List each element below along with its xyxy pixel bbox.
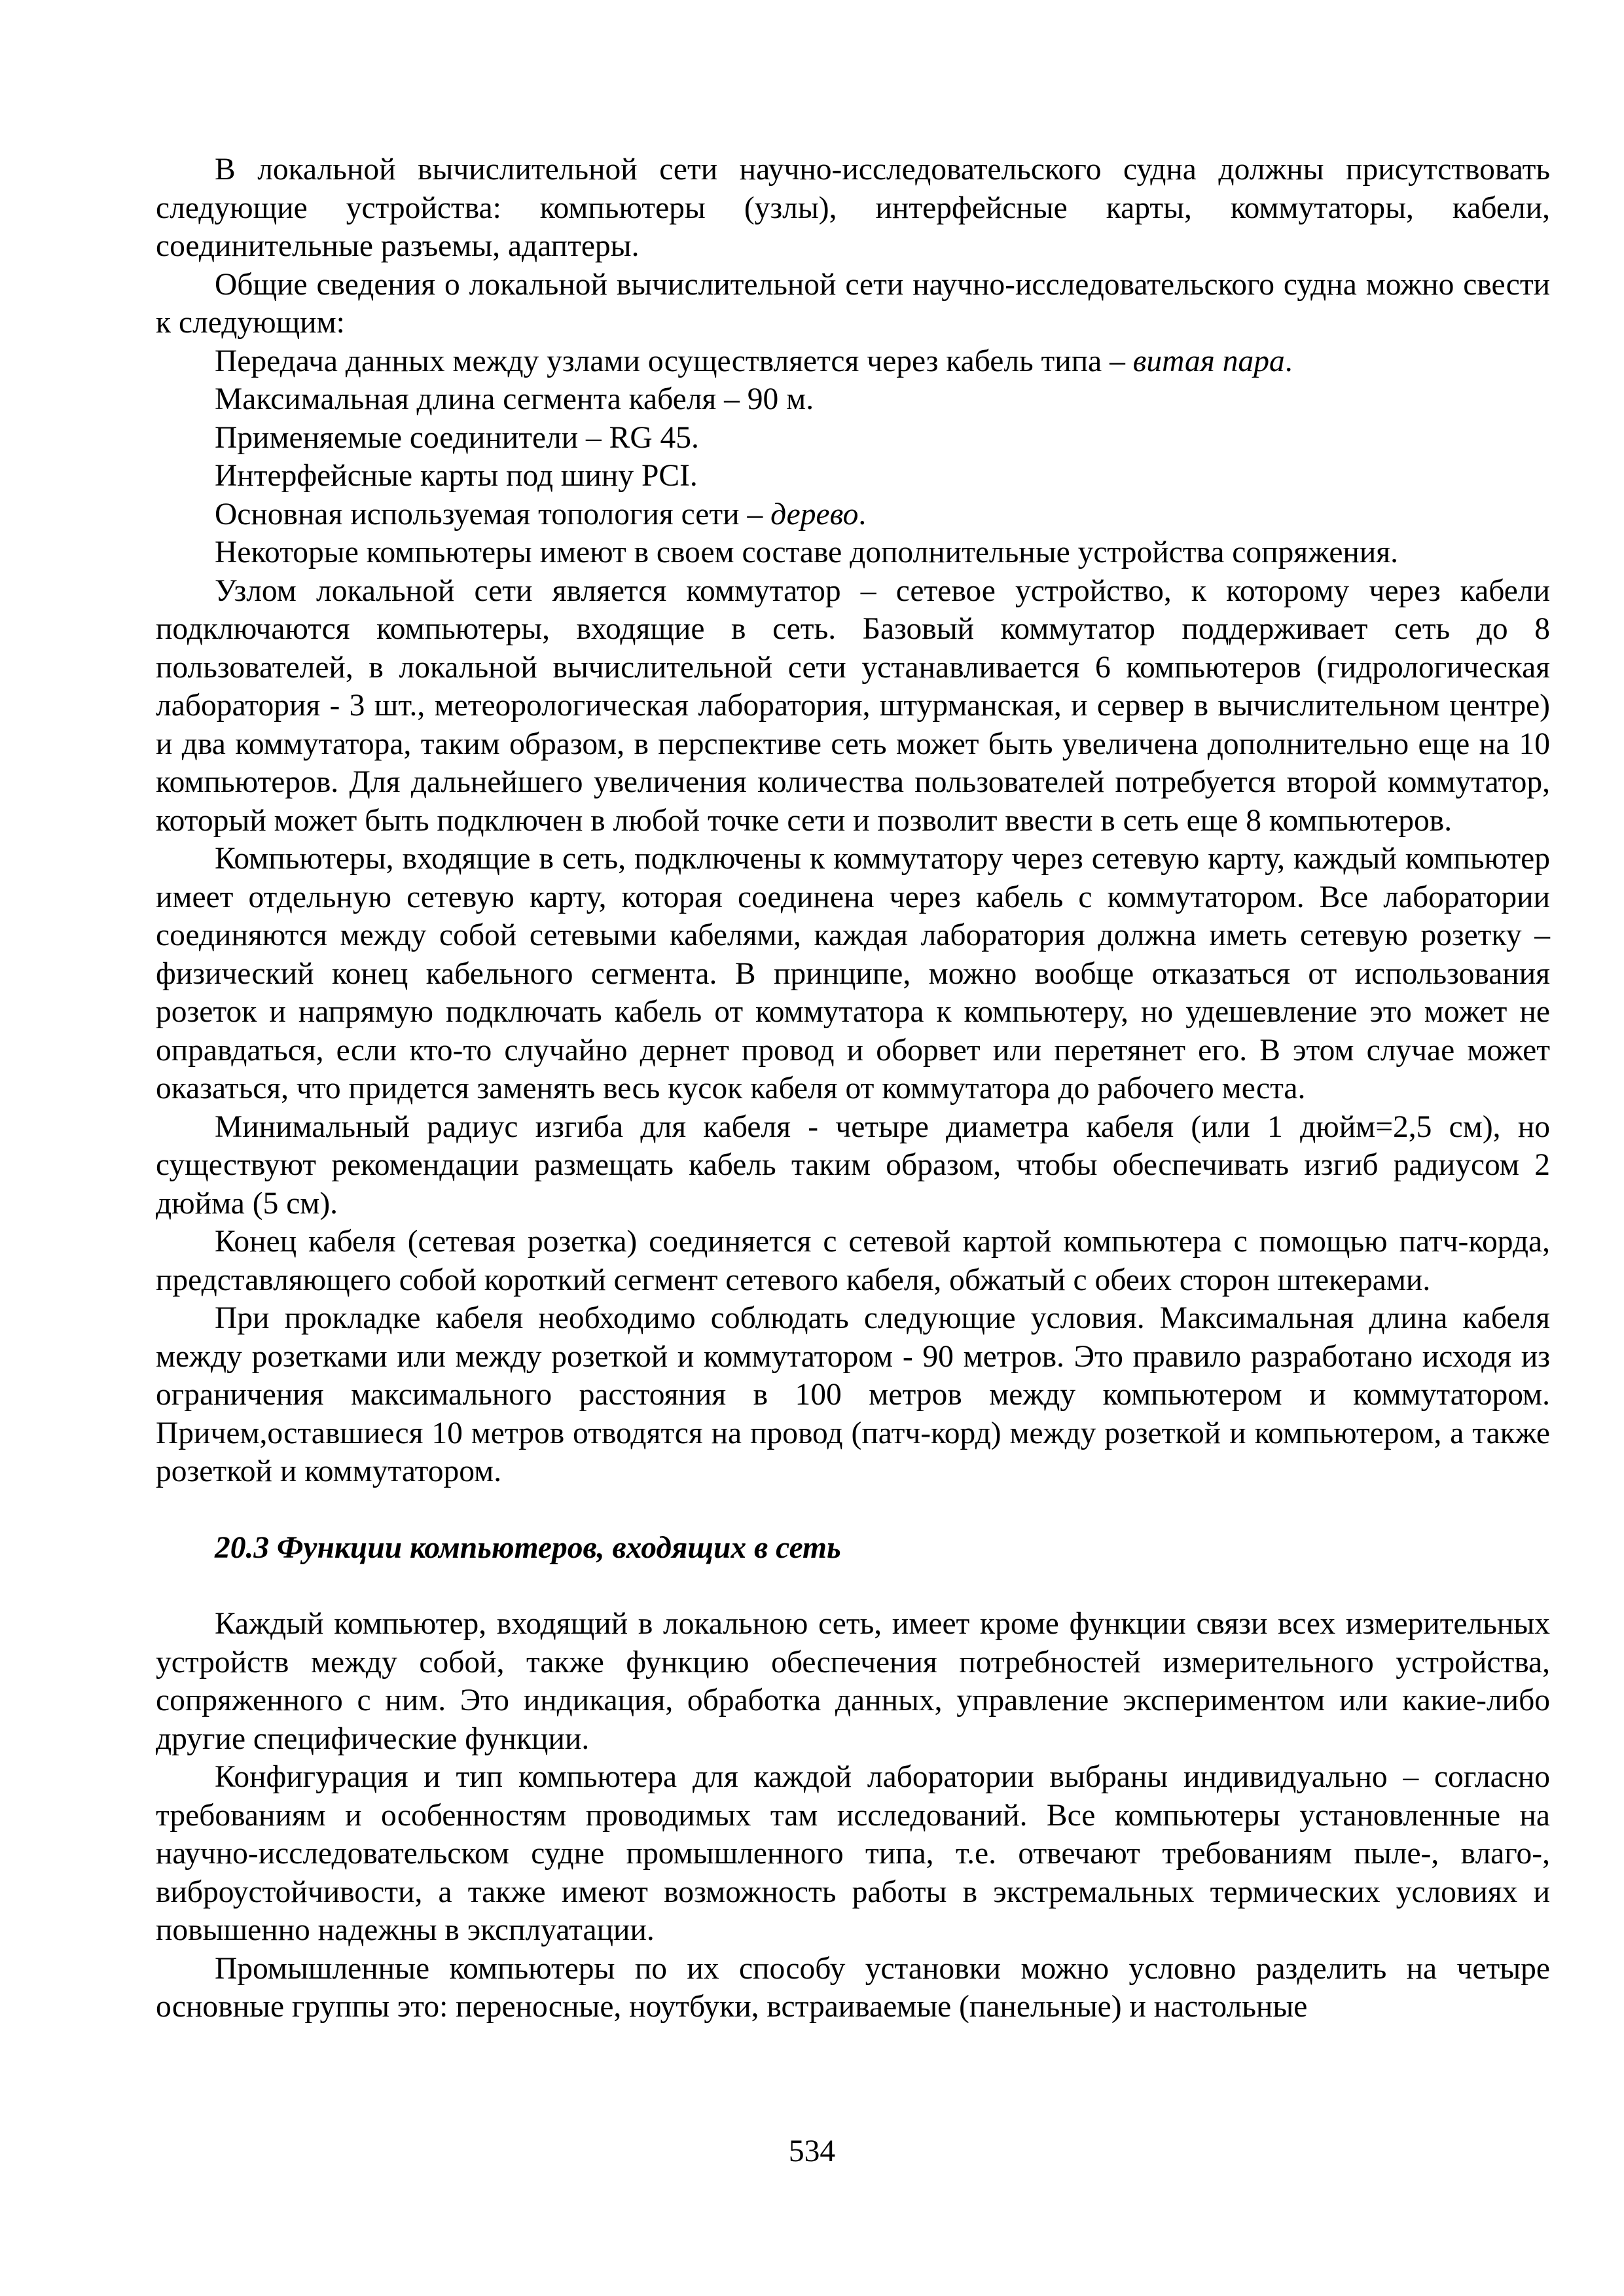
paragraph: Конец кабеля (сетевая розетка) соединяется с сетевой картой компьютера с помощью патч-корда, представляющего собой короткий сегмент сетевого кабеля, обжатый с обеих сторон штекерами. [156, 1225, 1550, 1297]
paragraph: Каждый компьютер, входящий в локальною сеть, имеет кроме функции связи всех измерительных устройств между собой, также функцию обеспечения потребностей измерительного устройства, сопряженного с ним. Это индикация, обработка данных, управление экспериментом или какие-либо другие специфические функции. [156, 1607, 1550, 1756]
paragraph: При прокладке кабеля необходимо соблюдать следующие условия. Максимальная длина кабеля между розетками или между розеткой и коммутатором - 90 метров. Это правило разработано исходя из ограничения максимального расстояния в 100 метров между компьютером и коммутатором. Причем,оставшиеся 10 метров отводятся на провод (патч-корд) между розеткой и компьютером, а также розеткой и коммутатором. [156, 1301, 1550, 1488]
paragraph: Общие сведения о локальной вычислительной сети научно-исследовательского судна можно свести к следующим: [156, 267, 1550, 340]
paragraph: Узлом локальной сети является коммутатор – сетевое устройство, к которому через кабели подключаются компьютеры, входящие в сеть. Базовый коммутатор поддерживает сеть до 8 пользователей, в локальной вычислительной сети устанавливается 6 компьютеров (гидрологическая лаборатория - 3 шт., метеорологическая лаборатория, штурманская, и сервер в вычислительном центре) и два коммутатора, таким образом, в перспективе сеть может быть увеличена дополнительно еще на 10 компьютеров. Для дальнейшего увеличения количества пользователей потребуется второй коммутатор, который может быть подключен в любой точке сети и позволит ввести в сеть еще 8 компьютеров. [156, 573, 1550, 838]
section-heading: 20.3 Функции компьютеров, входящих в сеть [215, 1530, 841, 1565]
paragraph: Промышленные компьютеры по их способу установки можно условно разделить на четыре основные группы это: переносные, ноутбуки, встраиваемые (панельные) и настольные [156, 1951, 1550, 2024]
paragraph: Конфигурация и тип компьютера для каждой лаборатории выбраны индивидуально – согласно требованиям и особенностям проводимых там исследований. Все компьютеры установленные на научно-исследовательском судне промышленного типа, т.е. отвечают требованиям пыле-, влаго-, виброустойчивости, а также имеют возможность работы в экстремальных термических условиях и повышенно надежны в эксплуатации. [156, 1760, 1550, 1947]
list-item: Интерфейсные карты под шину PCI. [215, 459, 698, 493]
list-item: Передача данных между узлами осуществляется через кабель типа – витая пара. [215, 344, 1293, 378]
list-item: Применяемые соединители – RG 45. [215, 420, 699, 455]
list-item: Некоторые компьютеры имеют в своем составе дополнительные устройства сопряжения. [215, 535, 1398, 569]
paragraph: В локальной вычислительной сети научно-исследовательского судна должны присутствовать следующие устройства: компьютеры (узлы), интерфейсные карты, коммутаторы, кабели, соединительные разъемы, адаптеры. [156, 152, 1550, 263]
list-item: Максимальная длина сегмента кабеля – 90 м. [215, 382, 814, 416]
page-number: 534 [788, 2134, 836, 2168]
list-item: Основная используемая топология сети – дерево. [215, 497, 867, 531]
document-page [156, 151, 1550, 2026]
paragraph: Минимальный радиус изгиба для кабеля - четыре диаметра кабеля (или 1 дюйм=2,5 см), но существуют рекомендации размещать кабель таким образом, чтобы обеспечивать изгиб радиусом 2 дюйма (5 см). [156, 1109, 1550, 1221]
paragraph: Компьютеры, входящие в сеть, подключены к коммутатору через сетевую карту, каждый компьютер имеет отдельную сетевую карту, которая соединена через кабель с коммутатором. Все лаборатории соединяются между собой сетевыми кабелями, каждая лаборатория должна иметь сетевую розетку – физический конец кабельного сегмента. В принципе, можно вообще отказаться от использования розеток и напрямую подключать кабель от коммутатора к компьютеру, но удешевление это может не оправдаться, если кто-то случайно дернет провод и оборвет или перетянет его. В этом случае может оказаться, что придется заменять весь кусок кабеля от коммутатора до рабочего места. [156, 842, 1550, 1105]
